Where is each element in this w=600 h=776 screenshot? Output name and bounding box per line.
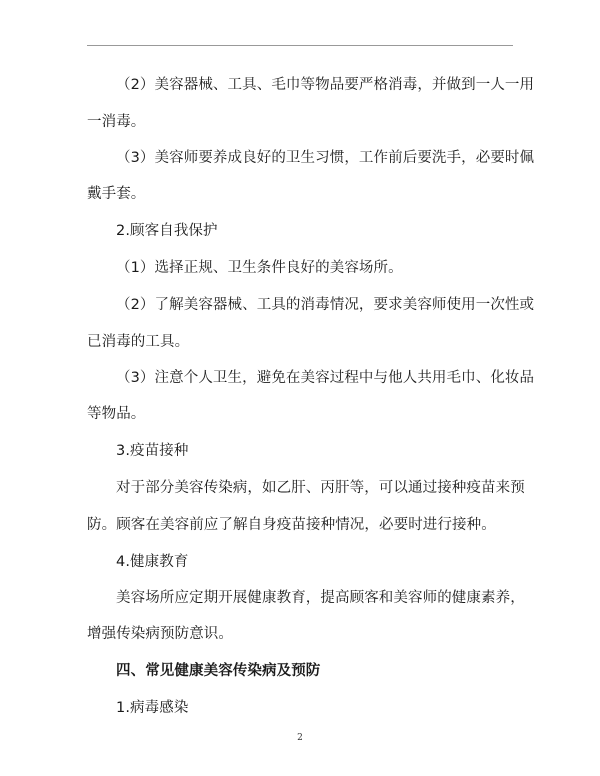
text-line: 防。顾客在美容前应了解自身疫苗接种情况，必要时进行接种。 xyxy=(87,517,496,533)
text-line: 增强传染病预防意识。 xyxy=(87,626,233,642)
text-line: 美容场所应定期开展健康教育，提高顾客和美容师的健康素养， xyxy=(116,590,525,606)
text-line: 戴手套。 xyxy=(87,186,146,202)
text-line: 一消毒。 xyxy=(87,114,146,130)
text-line: 对于部分美容传染病，如乙肝、丙肝等，可以通过接种疫苗来预 xyxy=(116,480,525,496)
section-heading: 1.病毒感染 xyxy=(116,700,189,716)
page-number: 2 xyxy=(297,733,303,743)
header-rule xyxy=(87,45,513,46)
section-heading: 4.健康教育 xyxy=(116,554,189,570)
text-line: 等物品。 xyxy=(87,406,146,422)
text-line: （3）注意个人卫生，避免在美容过程中与他人共用毛巾、化妆品 xyxy=(116,370,535,386)
text-line: 已消毒的工具。 xyxy=(87,334,190,350)
section-heading: 3.疫苗接种 xyxy=(116,443,189,459)
chapter-heading: 四、常见健康美容传染病及预防 xyxy=(116,663,321,679)
text-line: （2）了解美容器械、工具的消毒情况，要求美容师使用一次性或 xyxy=(116,297,535,313)
text-line: （3）美容师要养成良好的卫生习惯，工作前后要洗手，必要时佩 xyxy=(116,150,535,166)
section-heading: 2.顾客自我保护 xyxy=(116,223,218,239)
text-line: （1）选择正规、卫生条件良好的美容场所。 xyxy=(116,260,403,276)
text-line: （2）美容器械、工具、毛巾等物品要严格消毒，并做到一人一用 xyxy=(116,77,535,93)
